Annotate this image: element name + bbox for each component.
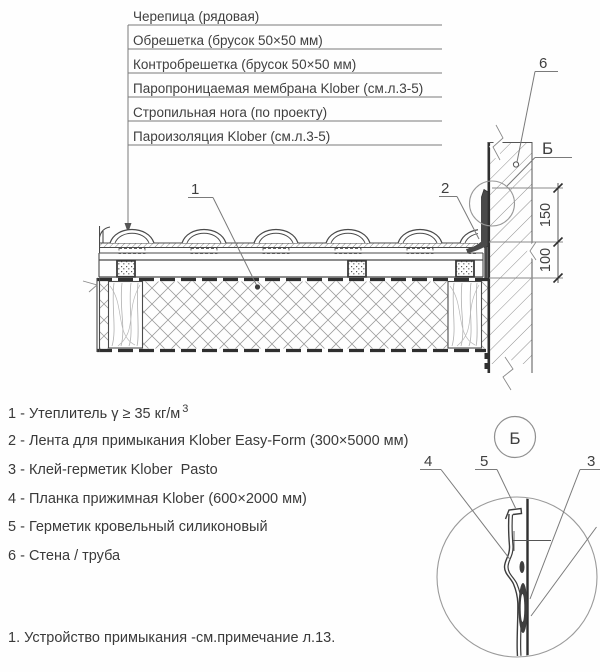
wall xyxy=(488,125,536,390)
legend-item-4 xyxy=(8,491,307,507)
callout-rafter-label: Стропильная нога (по проекту) xyxy=(133,105,328,120)
counter-batten-section xyxy=(348,261,366,277)
sheet-note-text: 1. Устройство примыкания -см.примечание л.13. xyxy=(8,630,336,646)
callout-membrane-label: Паропроницаемая мембрана Klober (см.л.3-5) xyxy=(133,81,424,96)
legend-item-6 xyxy=(8,548,120,564)
legend-item-2-text: 2 - Лента для примыкания Klober Easy-Form (300×5000 мм) xyxy=(8,433,409,449)
callout-vapour-barrier-label: Пароизоляция Klober (см.л.3-5) xyxy=(133,129,331,144)
dimension-100: 100 xyxy=(538,247,554,273)
marker-1-label: 1 xyxy=(191,181,200,198)
legend-item-5-text: 5 - Герметик кровельный силиконовый xyxy=(8,519,268,535)
rafter-left xyxy=(109,282,143,349)
sheet-note xyxy=(8,630,335,646)
detail-title-label: Б xyxy=(509,429,521,448)
legend-item-6-text: 6 - Стена / труба xyxy=(8,548,121,564)
marker-2-label: 2 xyxy=(441,180,450,197)
legend-item-1 xyxy=(8,403,188,422)
detail-view xyxy=(420,417,600,658)
counter-batten-section xyxy=(117,261,135,277)
legend-item-1-text: 1 - Утеплитель γ ≥ 35 кг/м xyxy=(8,405,181,422)
marker-5-label: 5 xyxy=(480,453,489,470)
counter-batten-section xyxy=(456,261,474,277)
callout-tiles-label: Черепица (рядовая) xyxy=(133,9,260,24)
leader-dot xyxy=(255,284,260,289)
legend-item-3-text: 3 - Клей-герметик Klober Pasto xyxy=(8,462,218,478)
roof-tiles xyxy=(99,226,504,254)
callout-block xyxy=(125,9,443,233)
detail-content xyxy=(505,497,552,657)
marker-4-label: 4 xyxy=(424,453,433,470)
insulation-layer xyxy=(83,278,488,352)
legend-item-5 xyxy=(8,519,268,535)
pressure-strip xyxy=(482,190,489,249)
legend-item-2 xyxy=(8,433,408,449)
tape-on-wall xyxy=(484,247,487,278)
callout-battens-label: Обрешетка (брусок 50×50 мм) xyxy=(133,33,323,48)
marker-6-label: 6 xyxy=(539,55,548,72)
legend-item-4-text: 4 - Планка прижимная Klober (600×2000 мм) xyxy=(8,491,307,507)
detail-ref-label: Б xyxy=(542,139,554,158)
batten-band xyxy=(99,253,483,277)
edge-break-mark xyxy=(83,281,97,292)
legend-item-1-sup: 3 xyxy=(182,403,189,415)
leader-point xyxy=(513,162,518,167)
dimension-150: 150 xyxy=(538,202,554,228)
legend-item-3 xyxy=(8,462,218,478)
callout-counterbattens-label: Контробрешетка (брусок 50×50 мм) xyxy=(133,57,357,72)
rafter-right xyxy=(448,282,482,349)
marker-3-label: 3 xyxy=(587,453,596,470)
